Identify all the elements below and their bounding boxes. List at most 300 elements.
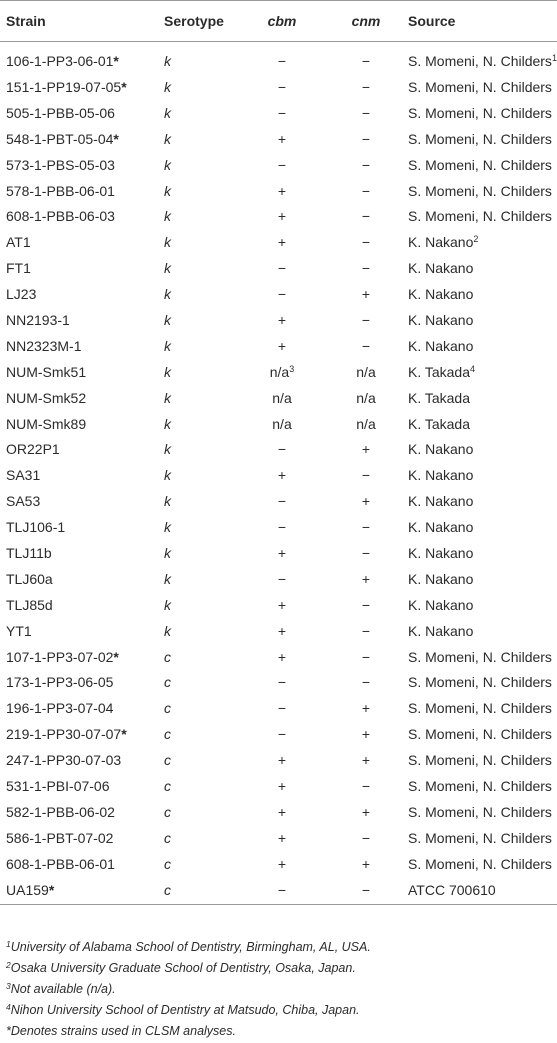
strain-name: 573-1-PBS-05-03 — [6, 156, 115, 173]
source-text: S. Momeni, N. Childers — [408, 53, 552, 69]
strain-name: TLJ60a — [6, 570, 53, 587]
strain-cell — [0, 514, 164, 540]
table-row — [0, 773, 557, 799]
table-row — [0, 307, 557, 333]
source-text: K. Nakano — [408, 441, 474, 458]
table-row — [0, 540, 557, 566]
strain-cell — [0, 307, 164, 333]
cbm-value: − — [277, 570, 287, 587]
source-text: S. Momeni, N. Childers — [408, 752, 552, 769]
serotype-cell: k — [164, 441, 171, 458]
strain-name: YT1 — [6, 622, 32, 639]
strain-name: SA31 — [6, 467, 41, 484]
cbm-cell — [240, 540, 324, 566]
strain-name: LJ23 — [6, 286, 37, 303]
cbm-cell — [240, 255, 324, 281]
strain-cell — [0, 436, 164, 462]
cbm-value: − — [277, 441, 287, 458]
strain-cell — [0, 255, 164, 281]
source-text: S. Momeni, N. Childers — [408, 104, 552, 121]
strain-cell — [0, 747, 164, 773]
serotype-cell: c — [164, 726, 171, 743]
source-text: S. Momeni, N. Childers — [408, 855, 552, 872]
source-cell — [408, 411, 557, 437]
cbm-value: + — [277, 777, 287, 794]
serotype-cell: k — [164, 53, 171, 69]
source-cell — [408, 566, 557, 592]
cbm-value: − — [277, 700, 287, 717]
cnm-cell: − — [361, 260, 371, 277]
source-cell — [408, 799, 557, 825]
cnm-cell: n/a — [356, 389, 376, 406]
serotype-cell: c — [164, 648, 171, 665]
cbm-value: − — [277, 726, 287, 743]
strain-cell — [0, 229, 164, 255]
cbm-value: − — [277, 286, 287, 303]
source-cell — [408, 178, 557, 204]
cbm-cell — [240, 592, 324, 618]
strain-cell — [0, 566, 164, 592]
cbm-cell — [240, 825, 324, 851]
strain-name: 247-1-PP30-07-03 — [6, 752, 122, 769]
cbm-value: − — [277, 493, 287, 510]
cbm-cell — [240, 436, 324, 462]
cnm-cell: + — [361, 726, 371, 743]
serotype-cell: c — [164, 855, 171, 872]
table-row — [0, 178, 557, 204]
cnm-cell: − — [361, 467, 371, 484]
source-cell — [408, 540, 557, 566]
table-row — [0, 514, 557, 540]
cnm-cell: − — [361, 78, 371, 95]
header-source: Source — [408, 1, 557, 42]
serotype-cell: k — [164, 389, 171, 406]
cbm-value: + — [277, 829, 287, 846]
strain-cell — [0, 618, 164, 644]
cbm-cell — [240, 514, 324, 540]
cnm-cell: − — [361, 234, 371, 251]
cnm-cell: n/a — [356, 363, 376, 380]
strain-name: 219-1-PP30-07-07 — [6, 726, 122, 743]
strain-cell — [0, 851, 164, 877]
cnm-cell: + — [361, 700, 371, 717]
source-cell — [408, 152, 557, 178]
cbm-cell — [240, 229, 324, 255]
footnote-number: 4 — [6, 1002, 11, 1012]
cbm-cell — [240, 178, 324, 204]
cbm-value: + — [277, 234, 287, 251]
serotype-cell: k — [164, 519, 171, 536]
cnm-cell: − — [361, 596, 371, 613]
cnm-cell: − — [361, 622, 371, 639]
footnote-marker: 3 — [289, 363, 295, 374]
cbm-value: − — [277, 519, 287, 536]
source-cell — [408, 333, 557, 359]
strain-cell — [0, 281, 164, 307]
cbm-value: + — [277, 130, 287, 147]
star-footnote-text: Denotes strains used in CLSM analyses. — [10, 1024, 236, 1038]
cbm-value: + — [277, 752, 287, 769]
cnm-cell: − — [361, 829, 371, 846]
cbm-cell — [240, 333, 324, 359]
cbm-cell — [240, 851, 324, 877]
source-cell — [408, 42, 557, 75]
strain-name: NUM-Smk52 — [6, 389, 87, 406]
table-row — [0, 100, 557, 126]
cbm-cell — [240, 773, 324, 799]
footnote-line — [6, 1000, 371, 1021]
cbm-value: n/a — [269, 363, 290, 380]
serotype-cell: k — [164, 286, 171, 303]
strain-name: 608-1-PBB-06-01 — [6, 855, 115, 872]
strain-name: NN2193-1 — [6, 311, 70, 328]
strain-cell — [0, 42, 164, 75]
cnm-cell: n/a — [356, 415, 376, 432]
cnm-cell: − — [361, 544, 371, 561]
source-text: K. Nakano — [408, 519, 474, 536]
source-text: K. Nakano — [408, 544, 474, 561]
serotype-cell: k — [164, 156, 171, 173]
table-row — [0, 281, 557, 307]
table-row — [0, 851, 557, 877]
footnote-text: Nihon University School of Dentistry at Matsudo, Chiba, Japan. — [10, 1003, 360, 1017]
footnote-text: Not available (n/a). — [10, 982, 116, 996]
strain-cell — [0, 488, 164, 514]
strain-cell — [0, 669, 164, 695]
strain-name: TLJ85d — [6, 596, 53, 613]
serotype-cell: k — [164, 130, 171, 147]
cbm-value: + — [277, 855, 287, 872]
table-row — [0, 229, 557, 255]
serotype-cell: k — [164, 622, 171, 639]
cbm-value: − — [277, 53, 287, 69]
source-text: S. Momeni, N. Childers — [408, 130, 552, 147]
source-cell — [408, 851, 557, 877]
strain-name: UA159 — [6, 882, 49, 899]
cbm-cell — [240, 747, 324, 773]
strain-cell — [0, 462, 164, 488]
footnote-text: Osaka University Graduate School of Dentistry, Osaka, Japan. — [10, 961, 356, 975]
source-cell — [408, 203, 557, 229]
cbm-cell — [240, 411, 324, 437]
clsm-star-marker: * — [48, 882, 55, 899]
strain-name: NUM-Smk89 — [6, 415, 87, 432]
source-cell — [408, 436, 557, 462]
strain-cell — [0, 695, 164, 721]
source-cell — [408, 462, 557, 488]
cnm-cell: − — [361, 130, 371, 147]
source-text: K. Nakano — [408, 596, 474, 613]
table-row — [0, 488, 557, 514]
table-row — [0, 618, 557, 644]
source-cell — [408, 100, 557, 126]
strain-name: 582-1-PBB-06-02 — [6, 803, 115, 820]
source-text: S. Momeni, N. Childers — [408, 78, 552, 95]
serotype-cell: k — [164, 311, 171, 328]
source-cell — [408, 359, 557, 385]
source-cell — [408, 592, 557, 618]
footnote-number: 1 — [6, 939, 11, 949]
cnm-cell: + — [361, 570, 371, 587]
clsm-star-marker: * — [113, 130, 119, 147]
source-cell — [408, 721, 557, 747]
table-row — [0, 255, 557, 281]
serotype-cell: k — [164, 104, 171, 121]
cbm-cell — [240, 695, 324, 721]
source-text: K. Nakano — [408, 286, 474, 303]
footnote-line — [6, 958, 371, 979]
serotype-cell: c — [164, 752, 171, 769]
table-row — [0, 203, 557, 229]
strain-cell — [0, 385, 164, 411]
cbm-value: + — [277, 311, 287, 328]
source-cell — [408, 74, 557, 100]
strain-cell — [0, 411, 164, 437]
source-cell — [408, 644, 557, 670]
cbm-value: + — [277, 596, 287, 613]
source-text: ATCC 700610 — [408, 882, 496, 899]
footnote-marker: 1 — [551, 53, 557, 63]
table-row — [0, 877, 557, 905]
strain-cell — [0, 100, 164, 126]
cbm-value: + — [277, 622, 287, 639]
strain-name: 608-1-PBB-06-03 — [6, 208, 115, 225]
cbm-value: − — [277, 260, 287, 277]
clsm-star-marker: * — [113, 648, 119, 665]
serotype-cell: c — [164, 877, 240, 905]
footnote-line — [6, 979, 371, 1000]
source-text: S. Momeni, N. Childers — [408, 648, 552, 665]
strain-name: 505-1-PBB-05-06 — [6, 104, 115, 121]
source-text: K. Nakano — [408, 467, 474, 484]
serotype-cell: k — [164, 493, 171, 510]
table-row — [0, 644, 557, 670]
header-row — [0, 1, 557, 42]
source-text: K. Takada — [408, 363, 471, 380]
serotype-cell: k — [164, 260, 171, 277]
cbm-value: + — [277, 467, 287, 484]
cbm-value: − — [277, 78, 287, 95]
table-body — [0, 42, 557, 905]
source-cell — [408, 281, 557, 307]
strain-name: 548-1-PBT-05-04 — [6, 130, 114, 147]
source-cell — [408, 385, 557, 411]
source-text: S. Momeni, N. Childers — [408, 208, 552, 225]
cbm-cell — [240, 126, 324, 152]
cnm-cell: − — [361, 311, 371, 328]
strain-cell — [0, 203, 164, 229]
cnm-cell: − — [361, 208, 371, 225]
strain-cell — [0, 333, 164, 359]
source-text: S. Momeni, N. Childers — [408, 156, 552, 173]
cbm-cell — [240, 566, 324, 592]
source-cell — [408, 618, 557, 644]
table-row — [0, 721, 557, 747]
source-text: S. Momeni, N. Childers — [408, 674, 552, 691]
serotype-cell: c — [164, 700, 171, 717]
cbm-cell — [240, 669, 324, 695]
cnm-cell: − — [361, 674, 371, 691]
strain-cell — [0, 644, 164, 670]
strain-cell — [0, 178, 164, 204]
cbm-value: + — [277, 648, 287, 665]
source-text: S. Momeni, N. Childers — [408, 182, 552, 199]
table-row — [0, 669, 557, 695]
cbm-cell — [240, 799, 324, 825]
source-cell — [408, 514, 557, 540]
source-text: K. Takada — [408, 389, 471, 406]
table-row — [0, 385, 557, 411]
strain-name: FT1 — [6, 260, 31, 277]
strain-name: 531-1-PBI-07-06 — [6, 777, 110, 794]
cbm-cell — [240, 385, 324, 411]
table-row — [0, 436, 557, 462]
clsm-star-marker: * — [113, 53, 119, 69]
cbm-cell — [240, 877, 324, 905]
source-text: S. Momeni, N. Childers — [408, 700, 552, 717]
strain-name: TLJ11b — [6, 544, 52, 561]
strain-cell — [0, 126, 164, 152]
source-cell — [408, 229, 557, 255]
strain-name: AT1 — [6, 234, 31, 251]
source-cell — [408, 773, 557, 799]
star-footnote-line — [6, 1021, 371, 1042]
cnm-cell: − — [361, 156, 371, 173]
cbm-cell — [240, 488, 324, 514]
cnm-cell: + — [361, 286, 371, 303]
strain-cell — [0, 540, 164, 566]
header-strain: Strain — [0, 1, 164, 42]
cbm-cell — [240, 462, 324, 488]
source-text: S. Momeni, N. Childers — [408, 803, 552, 820]
serotype-cell: c — [164, 803, 171, 820]
serotype-cell: k — [164, 570, 171, 587]
source-cell — [408, 255, 557, 281]
strain-cell — [0, 592, 164, 618]
cbm-value: − — [277, 156, 287, 173]
serotype-cell: c — [164, 674, 171, 691]
cbm-cell — [240, 42, 324, 75]
table-row — [0, 695, 557, 721]
cnm-cell: − — [361, 53, 371, 69]
serotype-cell: k — [164, 544, 171, 561]
strain-name: NUM-Smk51 — [6, 363, 87, 380]
serotype-cell: k — [164, 208, 171, 225]
footnote-number: 2 — [6, 960, 11, 970]
header-cbm: cbm — [240, 1, 324, 42]
strain-cell — [0, 877, 164, 905]
serotype-cell: k — [164, 234, 171, 251]
cbm-cell — [240, 618, 324, 644]
cnm-cell: − — [361, 519, 371, 536]
strain-name: OR22P1 — [6, 441, 60, 458]
table-row — [0, 359, 557, 385]
source-cell — [408, 747, 557, 773]
strain-name: 586-1-PBT-07-02 — [6, 829, 114, 846]
strain-cell — [0, 359, 164, 385]
cnm-cell: − — [361, 182, 371, 199]
source-text: S. Momeni, N. Childers — [408, 829, 552, 846]
table-row — [0, 126, 557, 152]
strain-cell — [0, 773, 164, 799]
serotype-cell: k — [164, 596, 171, 613]
cbm-cell — [240, 281, 324, 307]
source-text: K. Nakano — [408, 311, 474, 328]
cbm-value: + — [277, 208, 287, 225]
source-cell — [408, 488, 557, 514]
table-row — [0, 152, 557, 178]
strain-name: 196-1-PP3-07-04 — [6, 700, 114, 717]
cbm-cell — [240, 100, 324, 126]
strain-name: 106-1-PP3-06-01 — [6, 53, 114, 69]
cbm-cell — [240, 644, 324, 670]
cnm-cell: − — [361, 777, 371, 794]
source-text: K. Nakano — [408, 493, 474, 510]
table-row — [0, 799, 557, 825]
cbm-cell — [240, 307, 324, 333]
cbm-value: + — [277, 337, 287, 354]
header-cnm: cnm — [324, 1, 408, 42]
footnotes — [6, 937, 371, 1042]
cbm-value: − — [277, 674, 287, 691]
strain-cell — [0, 152, 164, 178]
source-text: K. Nakano — [408, 622, 474, 639]
table-row — [0, 566, 557, 592]
clsm-star-marker: * — [121, 726, 127, 743]
source-cell — [408, 669, 557, 695]
header-serotype: Serotype — [164, 1, 240, 42]
cbm-cell — [240, 74, 324, 100]
cnm-cell: − — [324, 877, 408, 905]
table-row — [0, 592, 557, 618]
cbm-cell — [240, 359, 324, 385]
strain-cell — [0, 721, 164, 747]
cnm-cell: − — [361, 648, 371, 665]
cbm-cell — [240, 203, 324, 229]
cnm-cell: + — [361, 752, 371, 769]
source-text: K. Nakano — [408, 234, 474, 251]
cnm-cell: + — [361, 493, 371, 510]
clsm-star-marker: * — [121, 78, 127, 95]
strain-name: TLJ106-1 — [6, 519, 66, 536]
strain-name: 578-1-PBB-06-01 — [6, 182, 115, 199]
cnm-cell: + — [361, 441, 371, 458]
source-text: K. Takada — [408, 415, 471, 432]
footnote-marker: 2 — [473, 234, 479, 245]
table-row — [0, 74, 557, 100]
serotype-cell: k — [164, 467, 171, 484]
table-row — [0, 411, 557, 437]
cbm-cell — [240, 721, 324, 747]
strain-name: NN2323M-1 — [6, 337, 82, 354]
strain-name: SA53 — [6, 493, 41, 510]
cnm-cell: + — [361, 855, 371, 872]
strain-cell — [0, 799, 164, 825]
cbm-value: + — [277, 182, 287, 199]
table-row — [0, 333, 557, 359]
serotype-cell: k — [164, 182, 171, 199]
cbm-value: − — [277, 104, 287, 121]
source-cell — [408, 126, 557, 152]
source-text: K. Nakano — [408, 337, 474, 354]
serotype-cell: k — [164, 78, 171, 95]
cbm-value: n/a — [272, 389, 292, 406]
strain-name: 151-1-PP19-07-05 — [6, 78, 122, 95]
table-row — [0, 42, 557, 75]
source-text: K. Nakano — [408, 570, 474, 587]
serotype-cell: k — [164, 363, 171, 380]
source-text: S. Momeni, N. Childers — [408, 777, 552, 794]
